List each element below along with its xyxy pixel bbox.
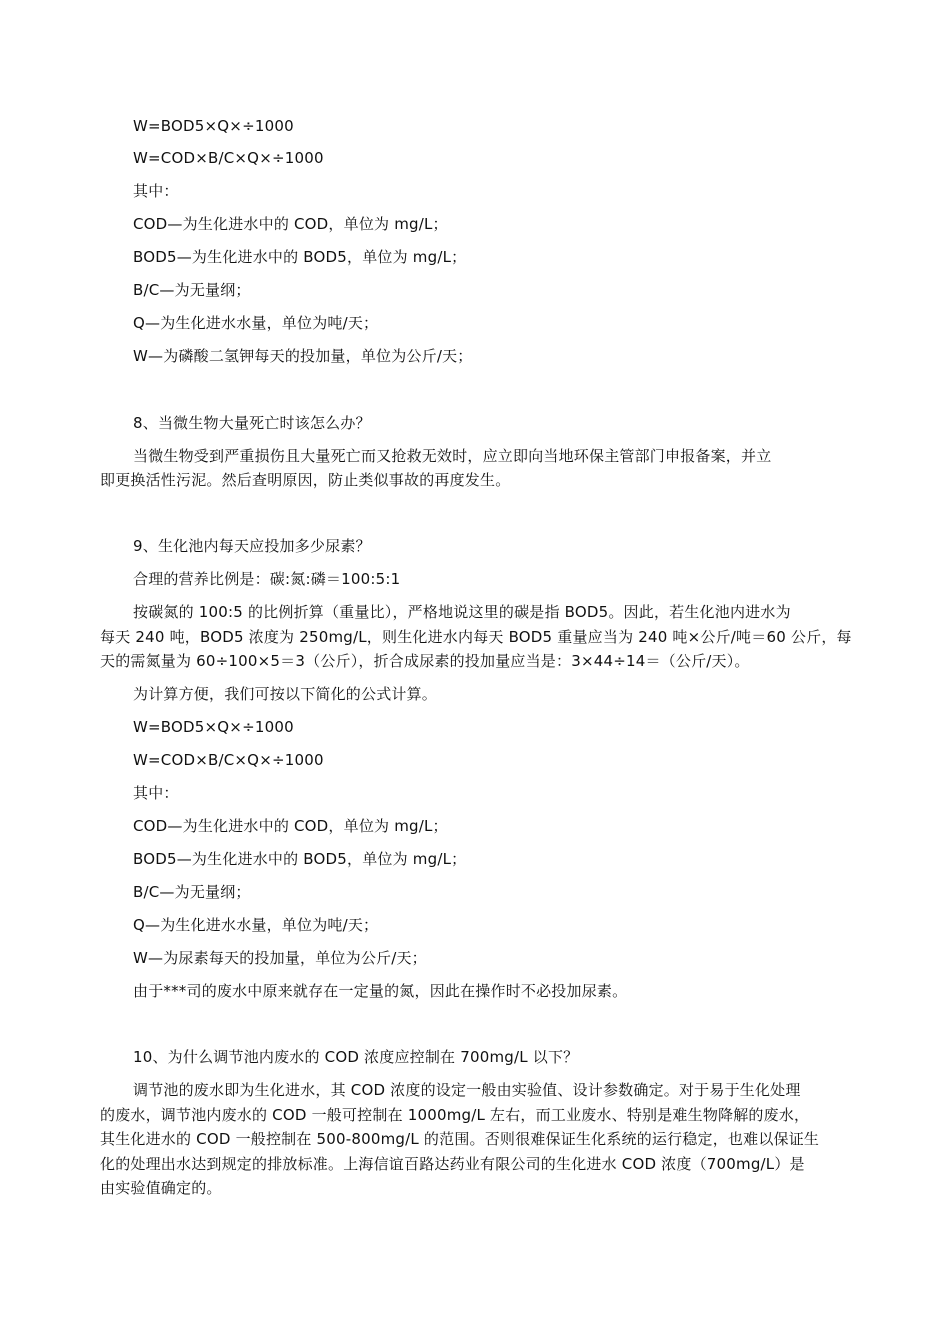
section-8-answer-line: 当微生物受到严重损伤且大量死亡而又抢救无效时，应立即向当地环保主管部门申报备案，并立 <box>133 447 772 465</box>
where-label: 其中： <box>133 784 179 802</box>
section-9-calc-line: 天的需氮量为 60÷100×5＝3（公斤），折合成尿素的投加量应当是：3×44÷14＝（公斤/天）。 <box>100 652 750 670</box>
formula-cod: W=COD×B/C×Q×÷1000 <box>133 149 324 167</box>
section-9-heading: 9、生化池内每天应投加多少尿素？ <box>133 537 371 555</box>
section-8-answer-line: 即更换活性污泥。然后查明原因，防止类似事故的再度发生。 <box>100 471 511 489</box>
definition-q: Q—为生化进水水量，单位为吨/天； <box>133 916 379 934</box>
definition-bc: B/C—为无量纲； <box>133 281 251 299</box>
section-10-answer-line: 化的处理出水达到规定的排放标准。上海信谊百路达药业有限公司的生化进水 COD 浓度（700mg/L）是 <box>100 1155 805 1173</box>
section-9-calc-line: 每天 240 吨，BOD5 浓度为 250mg/L，则生化进水内每天 BOD5 重量应当为 240 吨×公斤/吨＝60 公斤，每 <box>100 628 852 646</box>
nutrient-ratio: 合理的营养比例是：碳:氮:磷＝100:5:1 <box>133 570 401 588</box>
definition-q: Q—为生化进水水量，单位为吨/天； <box>133 314 379 332</box>
section-9-calc-line: 按碳氮的 100:5 的比例折算（重量比），严格地说这里的碳是指 BOD5。因此，若生化池内进水为 <box>133 603 791 621</box>
definition-cod: COD—为生化进水中的 COD，单位为 mg/L； <box>133 215 448 233</box>
section-9-note: 由于***司的废水中原来就存在一定量的氮，因此在操作时不必投加尿素。 <box>133 982 628 1000</box>
section-10-answer-line: 其生化进水的 COD 一般控制在 500-800mg/L 的范围。否则很难保证生化系统的运行稳定，也难以保证生 <box>100 1130 820 1148</box>
definition-w: W—为尿素每天的投加量，单位为公斤/天； <box>133 949 427 967</box>
definition-bc: B/C—为无量纲； <box>133 883 251 901</box>
where-label: 其中： <box>133 182 179 200</box>
section-10-answer-line: 由实验值确定的。 <box>100 1179 222 1197</box>
formula-bod: W=BOD5×Q×÷1000 <box>133 718 294 736</box>
definition-cod: COD—为生化进水中的 COD，单位为 mg/L； <box>133 817 448 835</box>
simplify-note: 为计算方便，我们可按以下简化的公式计算。 <box>133 685 438 703</box>
formula-cod: W=COD×B/C×Q×÷1000 <box>133 751 324 769</box>
formula-bod: W=BOD5×Q×÷1000 <box>133 117 294 135</box>
definition-bod: BOD5—为生化进水中的 BOD5，单位为 mg/L； <box>133 248 467 266</box>
section-10-answer-line: 的废水，调节池内废水的 COD 一般可控制在 1000mg/L 左右，而工业废水、特别是难生物降解的废水， <box>100 1106 810 1124</box>
section-8-heading: 8、当微生物大量死亡时该怎么办？ <box>133 414 371 432</box>
definition-bod: BOD5—为生化进水中的 BOD5，单位为 mg/L； <box>133 850 467 868</box>
definition-w: W—为磷酸二氢钾每天的投加量，单位为公斤/天； <box>133 347 473 365</box>
section-10-answer-line: 调节池的废水即为生化进水，其 COD 浓度的设定一般由实验值、设计参数确定。对于易于生化处理 <box>133 1081 801 1099</box>
section-10-heading: 10、为什么调节池内废水的 COD 浓度应控制在 700mg/L 以下？ <box>133 1048 579 1066</box>
